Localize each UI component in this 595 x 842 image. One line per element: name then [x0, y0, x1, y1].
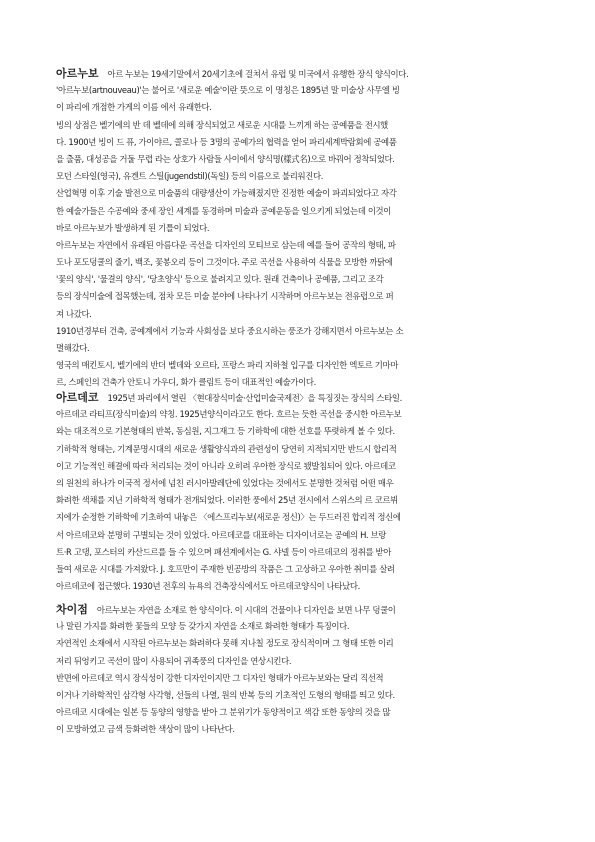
- text-line: 빙의 상점은 벨기에의 반 데 벨데에 의해 장식되었고 새로운 시대를 느끼게 하는 공예품을 전시했: [56, 119, 388, 130]
- text-line: 기하학적 형태는, 기계문명시대의 새로운 생활양식과의 관련성이 당연히 지적되지만 반드시 합리적: [56, 443, 397, 454]
- text-line: 이 모방하였고 금색 등화려한 색상이 많이 나타난다.: [56, 724, 235, 735]
- text-line: 반면에 아르데코 역시 장식성이 강한 디자인이지만 그 디자인 형태가 아르누보와는 달리 직선적: [56, 672, 384, 683]
- section-intro-text: 1925년 파리에서 열린 〈현대장식미술·산업미술국제전〉을 특징짓는 장식의 스타일.: [107, 393, 402, 403]
- text-line: 아르데코 라티프(장식미술)의 약칭. 1925년양식이라고도 한다. 흐르는 듯한 곡선을 중시한 아르누보: [56, 409, 402, 420]
- text-line: 다. 1900년 빙이 드 퓨, 가이야르, 콜로나 등 3명의 공예가의 협력을 얻어 파리세계박람회에 공예품: [56, 136, 397, 147]
- text-line: 저리 뒤엉키고 곡선이 많이 사용되어 귀족풍의 디자인을 연상시킨다.: [56, 655, 292, 666]
- text-line: 도나 포도덩쿨의 줄기, 백조, 꽃봉오리 등이 그것이다. 주로 곡선을 사용하여 식물을 모방한 까닭에: [56, 257, 393, 268]
- text-line: 이고 기능적인 해결에 따라 처리되는 것이 아니라 오히려 우아한 장식로 됐발침되어 있다. 아르데코: [56, 460, 396, 471]
- text-line: 지에가 순정한 기하학에 기초하여 내놓은 〈에스프리누보(새로운 정신)〉는 두드러진 합리적 정신에: [56, 512, 401, 523]
- section-heading: 차이점: [56, 603, 88, 616]
- text-line: 져 나갔다.: [56, 308, 92, 319]
- section-first-line: [56, 389, 522, 406]
- text-line: 자연적인 소재에서 시작된 아르누보는 화려하다 못해 지나칠 정도로 장식적이며 그 형태 또한 이리: [56, 638, 394, 649]
- section-art-deco: [56, 389, 522, 595]
- text-line: 1910년경부터 건축, 공예계에서 기능과 사회성을 보다 중요시하는 풍조가 강해지면서 아르누보는 소: [56, 325, 404, 336]
- section-first-line: [56, 601, 522, 618]
- section-differences: [56, 601, 522, 739]
- section-heading: 아르누보: [56, 67, 99, 80]
- text-line: 이 파리에 개점한 가게의 이름 에서 유래한다.: [56, 102, 212, 113]
- text-line: 아르데코 시대에는 일본 등 동양의 영향을 받아 그 분위기가 동양적이고 색감 또한 동양의 것을 많: [56, 707, 391, 718]
- text-line: 산업혁명 이후 기술 발전으로 미술품의 대량생산이 가능해졌지만 진정한 예술이 파괴되었다고 자각: [56, 188, 397, 199]
- text-line: 아르데코에 접근했다. 1930년 전후의 뉴욕의 건축장식에서도 아르데코양식이 나타났다.: [56, 581, 360, 592]
- text-line: 모던 스타일(영국), 유겐트 스틸(jugendstil)(독일) 등의 이름으로 불리워진다.: [56, 171, 324, 182]
- text-line: 서 아르데코와 분명히 구별되는 것이 있었다. 아르데코를 대표하는 디자이너로는 공예의 H. 브랑: [56, 529, 386, 540]
- section-heading: 아르데코: [56, 391, 99, 404]
- text-line: 나 말린 가지를 화려한 꽃들의 모양 등 갖가지 자연을 소재로 화려한 형태가 특징이다.: [56, 621, 350, 632]
- text-line: '꽃의 양식', '물결의 양식', '당초양식' 등으로 불려지고 있다. 원래 건축이나 공예품, 그리고 조각: [56, 274, 384, 285]
- section-intro-text: 아르누보는 자연을 소재로 한 양식이다. 이 시대의 건물이나 디자인을 보면 나무 덩쿨이: [96, 605, 396, 615]
- text-line: 멸해갔다.: [56, 343, 90, 353]
- text-line: 한 예술가들은 수공예와 중세 장인 세계를 동경하며 미술과 공예운동을 일으키게 되었는데 이것이: [56, 205, 392, 216]
- text-line: 아르누보는 자연에서 유래된 아름다운 곡선을 디자인의 모티브로 삼는데 예를 들어 공작의 형태, 파: [56, 239, 396, 250]
- text-line: 트·R 고댕, 포스터의 카산드르를 들 수 있으며 패션계에서는 G. 샤넬 등이 아르데코의 정취를 받아: [56, 546, 391, 557]
- text-line: 바로 아르누보가 발생하게 된 기틀이 되었다.: [56, 222, 210, 233]
- text-line: 영국의 매킨토시, 벨기에의 반더 벨데와 오르타, 프랑스 파리 지하철 입구를 디자인한 엑토르 기마마: [56, 360, 398, 371]
- text-line: 의 원천의 하나가 이국적 정서에 넘친 러시아발레단에 있었다는 것에서도 분명한 것처럼 어떤 매우: [56, 477, 394, 488]
- text-line: 와는 대조적으로 기본형태의 반복, 동심원, 지그재그 등 기하학에 대한 선호를 뚜렷하게 볼 수 있다.: [56, 426, 395, 437]
- text-line: 등의 장식미술에 접목했는데, 점차 모든 미술 분야에 나타나기 시작하며 아르누보는 전유럽으로 퍼: [56, 291, 394, 302]
- text-line: 이거나 기하학적인 삼각형 사각형, 선들의 나열, 원의 반복 등의 기초적인 도형의 형태를 띄고 있다.: [56, 689, 395, 700]
- section-art-nouveau: [56, 65, 522, 392]
- text-line: 들여 새로운 시대를 가져왔다. J. 호프만이 주재한 빈공방의 작품은 그 고상하고 우아한 취미를 살려: [56, 563, 395, 574]
- section-intro-text: 아르 누보는 19세기말에서 20세기초에 걸쳐서 유럽 및 미국에서 유행한 장식 양식이다.: [107, 69, 409, 79]
- text-line: '아르누보(artnouveau)'는 불어로 '새로운 예술'이란 뜻으로 이 명칭은 1895년 말 미술상 사무엘 빙: [56, 85, 400, 96]
- text-line: 을 출품, 대성공을 거둘 무렵 라는 상호가 사람들 사이에서 양식명(樣式名)으로 바꿔어 정착되었다.: [56, 153, 395, 164]
- text-line: 르, 스페인의 건축가 안토니 가우디, 화가 클림트 등이 대표적인 예술가이다.: [56, 377, 316, 388]
- text-line: 화려한 색채를 지닌 기하학적 형태가 전개되었다. 이러한 풍에서 25년 전시에서 스위스의 르 코르뷔: [56, 495, 398, 506]
- section-first-line: [56, 65, 522, 82]
